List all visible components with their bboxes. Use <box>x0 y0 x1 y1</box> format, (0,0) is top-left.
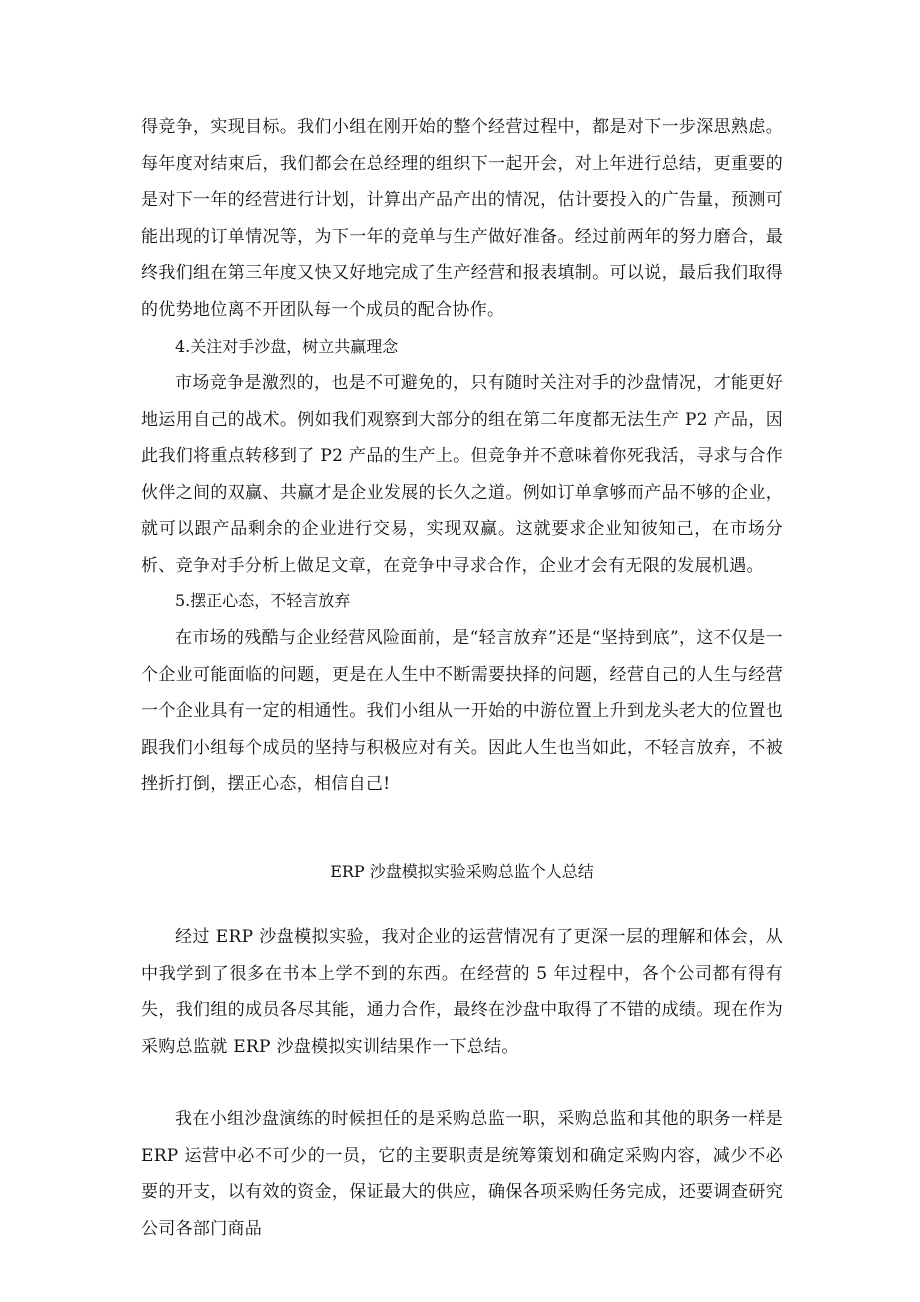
section-heading-4: 4.关注对手沙盘，树立共赢理念 <box>175 337 399 356</box>
section-heading-5: 5.摆正心态，不轻言放弃 <box>175 591 351 610</box>
paragraph-continued: 得竞争，实现目标。我们小组在刚开始的整个经营过程中，都是对下一步深思熟虑。每年度对结束后，我们都会在总经理的组织下一起开会，对上年进行总结，更重要的是对下一年的经营进行计划，计算出产品产出的情况，估计要投入的广告量，预测可能出现的订单情况等，为下一年的竞单与生产做好准备。经过前两年的努力磨合，最终我们组在第三年度又快又好地完成了生产经营和报表填制。可以说，最后我们取得的优势地位离不开团队每一个成员的配合协作。 <box>141 117 783 320</box>
summary-paragraph-1: 经过 ERP 沙盘模拟实验，我对企业的运营情况有了更深一层的理解和体会，从中我学到了很多在书本上学不到的东西。在经营的 5 年过程中，各个公司都有得有失，我们组的成员各尽其能，通力合作，最终在沙盘中取得了不错的成绩。现在作为采购总监就 ERP 沙盘模拟实训结果作一下总结。 <box>141 927 783 1057</box>
paragraph-5: 在市场的残酷与企业经营风险面前，是“轻言放弃”还是“坚持到底”，这不仅是一个企业可能面临的问题，更是在人生中不断需要抉择的问题，经营自己的人生与经营一个企业具有一定的相通性。我们小组从一开始的中游位置上升到龙头老大的位置也跟我们小组每个成员的坚持与积极应对有关。因此人生也当如此，不轻言放弃，不被挫折打倒，摆正心态，相信自己! <box>141 628 783 794</box>
document-title: ERP 沙盘模拟实验采购总监个人总结 <box>330 862 594 881</box>
summary-paragraph-2: 我在小组沙盘演练的时候担任的是采购总监一职，采购总监和其他的职务一样是 ERP 运营中必不可少的一员，它的主要职责是统筹策划和确定采购内容，减少不必要的开支，以有效的资金，保证最大的供应，确保各项采购任务完成，还要调查研究公司各部门商品 <box>141 1109 783 1239</box>
paragraph-4: 市场竞争是激烈的，也是不可避免的，只有随时关注对手的沙盘情况，才能更好地运用自己的战术。例如我们观察到大部分的组在第二年度都无法生产 P2 产品，因此我们将重点转移到了 P2 产品的生产上。但竞争并不意味着你死我活，寻求与合作伙伴之间的双赢、共赢才是企业发展的长久之道。例如订单拿够而产品不够的企业，就可以跟产品剩余的企业进行交易，实现双赢。这就要求企业知彼知己，在市场分析、竞争对手分析上做足文章，在竞争中寻求合作，企业才会有无限的发展机遇。 <box>141 373 783 576</box>
